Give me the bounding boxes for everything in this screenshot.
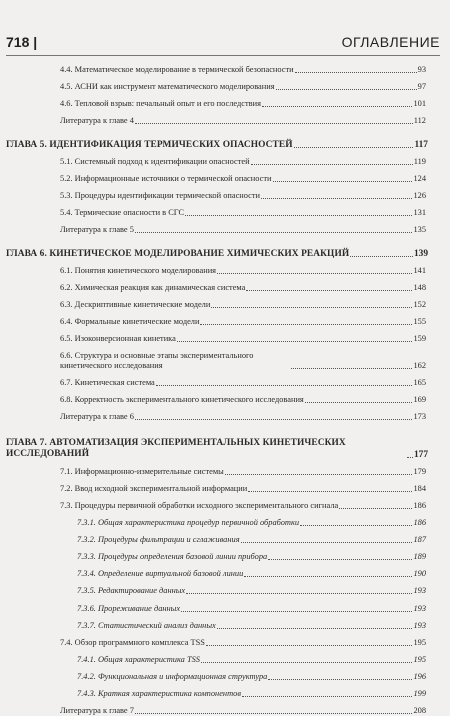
toc-leader-dots	[211, 307, 412, 308]
toc-entry-page: 193	[413, 620, 426, 630]
running-title: ОГЛАВЛЕНИЕ	[341, 34, 440, 50]
toc-leader-dots	[261, 198, 412, 199]
toc-entry	[0, 218, 450, 235]
toc-entry-page: 93	[417, 65, 426, 74]
toc-entry-title: 7.3.5. Редактирование данных	[77, 586, 186, 596]
toc-entry-title: 7.3.3. Процедуры определения базовой линии прибора	[77, 552, 268, 562]
toc-leader-dots	[201, 662, 412, 663]
toc-leader-dots	[177, 341, 413, 342]
toc-entry	[0, 528, 450, 545]
toc-entry	[0, 648, 450, 665]
toc-entry-title: 7.3.1. Общая характеристика процедур первичной обработки	[77, 518, 300, 528]
toc-entry-page: 126	[413, 191, 426, 200]
toc-entry-page: 199	[413, 688, 426, 698]
toc-entry-page: 152	[413, 300, 426, 309]
toc-leader-dots	[186, 593, 412, 594]
toc-entry-title: 7.3.2. Процедуры фильтрации и сглаживания	[77, 535, 240, 545]
toc-entry-page: 187	[413, 535, 426, 545]
toc-chapter-entry	[0, 130, 450, 150]
toc-entry-page: 159	[413, 334, 426, 343]
toc-entry-page: 186	[413, 518, 426, 528]
toc-entry	[0, 371, 450, 388]
toc-leader-dots	[206, 645, 413, 646]
toc-entry-title: 7.3.4. Определение виртуальной базовой линии	[77, 569, 244, 579]
toc-entry-page: 193	[413, 603, 426, 613]
toc-entry-title: 6.5. Изоконверсионная кинетика	[60, 334, 176, 343]
toc-entry-page: 101	[413, 99, 426, 108]
toc-leader-dots	[241, 542, 413, 543]
toc-entry-title: Литература к главе 6	[60, 412, 134, 421]
toc-leader-dots	[181, 611, 412, 612]
toc-entry-page: 193	[413, 586, 426, 596]
toc-entry-page: 135	[413, 225, 426, 234]
toc-entry	[0, 75, 450, 92]
toc-leader-dots	[273, 181, 413, 182]
toc-entry	[0, 276, 450, 293]
toc-entry	[0, 562, 450, 579]
toc-entry	[0, 310, 450, 327]
toc-leader-dots	[295, 72, 417, 73]
toc-entry-title: 7.3.6. Прореживание данных	[77, 603, 181, 613]
toc-entry	[0, 460, 450, 477]
toc-leader-dots	[294, 147, 414, 148]
toc-leader-dots	[246, 290, 412, 291]
toc-entry-page: 208	[413, 705, 426, 715]
page-header	[0, 34, 450, 54]
toc-entry-title: 4.6. Тепловой взрыв: печальный опыт и его последствия	[60, 99, 261, 108]
toc-entry-page: 173	[413, 412, 426, 421]
toc-entry	[0, 327, 450, 344]
toc-entry-page: 119	[413, 157, 426, 166]
toc-entry-title: 6.3. Дескриптивные кинетические модели	[60, 300, 211, 309]
toc-entry	[0, 494, 450, 511]
toc-entry-page: 196	[413, 671, 426, 681]
toc-leader-dots	[350, 256, 413, 257]
toc-leader-dots	[291, 368, 412, 369]
toc-entry-title: 5.4. Термические опасности в СГС	[60, 208, 185, 217]
toc-entry-title: 4.4. Математическое моделирование в термической безопасности	[60, 65, 294, 74]
toc-entry-page: 117	[414, 140, 428, 150]
toc-entry	[0, 388, 450, 405]
toc-leader-dots	[156, 385, 413, 386]
toc-leader-dots	[262, 106, 412, 107]
toc-leader-dots	[135, 232, 413, 233]
toc-entry-page: 179	[413, 467, 426, 476]
toc-entry	[0, 579, 450, 596]
toc-leader-dots	[268, 559, 412, 560]
toc-leader-dots	[217, 273, 412, 274]
toc-entry-title: 7.4.1. Общая характеристика TSS	[77, 654, 200, 664]
toc-entry-title: 7.4.3. Краткая характеристика компонентов	[77, 688, 241, 698]
toc-entry	[0, 545, 450, 562]
toc-entry-page: 124	[413, 174, 426, 183]
toc-entry-title: 6.6. Структура и основные этапы экспериментального кинетического исследования	[60, 351, 254, 370]
toc-leader-dots	[244, 576, 412, 577]
toc-entry-title: 7.2. Ввод исходной экспериментальной информации	[60, 484, 248, 493]
header-rule	[6, 55, 440, 56]
toc-chapter-entry	[0, 239, 450, 259]
toc-entry-page: 155	[413, 317, 426, 326]
toc-entry-page: 190	[413, 569, 426, 579]
toc-chapter-entry	[0, 426, 450, 460]
toc-leader-dots	[248, 491, 412, 492]
toc-entry-title: 6.8. Корректность экспериментального кинетического исследования	[60, 395, 304, 404]
toc-entry	[0, 631, 450, 648]
toc-entry-title: 5.2. Информационные источники о термической опасности	[60, 174, 272, 183]
toc-entry-title: 7.1. Информационно-измерительные системы	[60, 467, 224, 476]
toc-entry-title: 6.1. Понятия кинетического моделирования	[60, 266, 217, 275]
toc-entry	[0, 293, 450, 310]
toc-entry-page: 97	[417, 82, 426, 91]
toc-entry	[0, 699, 450, 716]
toc-entry-page: 131	[413, 208, 426, 217]
toc-entry-title: Литература к главе 5	[60, 225, 134, 234]
toc-entry	[0, 614, 450, 631]
toc-entry-page: 189	[413, 552, 426, 562]
toc-entry	[0, 109, 450, 126]
toc-entry	[0, 92, 450, 109]
toc-entry-page: 184	[413, 484, 426, 493]
toc-entry-title: 7.3.7. Статистический анализ данных	[77, 620, 216, 630]
toc-entry-page: 112	[413, 116, 426, 125]
toc-entry-page: 195	[413, 637, 426, 647]
toc-entry	[0, 184, 450, 201]
toc-entry-title: Литература к главе 4	[60, 116, 134, 125]
toc-entry	[0, 596, 450, 613]
toc-entry-title: 5.3. Процедуры идентификации термической опасности	[60, 191, 261, 200]
toc-leader-dots	[268, 679, 412, 680]
toc-entry-title: Литература к главе 7	[60, 705, 134, 715]
toc-entry	[0, 201, 450, 218]
toc-entry-title: 6.4. Формальные кинетические модели	[60, 317, 200, 326]
toc-leader-dots	[242, 696, 412, 697]
toc-leader-dots	[276, 89, 417, 90]
toc-leader-dots	[305, 402, 413, 403]
toc-leader-dots	[407, 457, 413, 458]
toc-leader-dots	[200, 324, 412, 325]
toc-entry	[0, 477, 450, 494]
toc-entry	[0, 665, 450, 682]
toc-entry-title: 7.4. Обзор программного комплекса TSS	[60, 637, 205, 647]
toc-leader-dots	[217, 628, 413, 629]
toc-entry-title: 6.2. Химическая реакция как динамическая система	[60, 283, 246, 292]
toc-entry-page: 148	[413, 283, 426, 292]
toc-entry	[0, 167, 450, 184]
toc-leader-dots	[225, 474, 413, 475]
toc-leader-dots	[135, 713, 413, 714]
toc-leader-dots	[251, 164, 413, 165]
page-number: 718 |	[6, 34, 38, 50]
toc-entry-title: 5.1. Системный подход к идентификации опасностей	[60, 157, 250, 166]
toc-entry	[0, 344, 450, 371]
toc-entry-title: 7.3. Процедуры первичной обработки исходного экспериментального сигнала	[60, 501, 339, 510]
toc-entry	[0, 259, 450, 276]
toc-leader-dots	[135, 123, 413, 124]
toc-leader-dots	[339, 508, 412, 509]
toc-entry	[0, 405, 450, 422]
toc-entry-page: 141	[413, 266, 426, 275]
toc-entry-page: 177	[413, 450, 428, 460]
table-of-contents	[0, 58, 450, 716]
toc-entry-title: ГЛАВА 7. АВТОМАТИЗАЦИЯ ЭКСПЕРИМЕНТАЛЬНЫХ КИНЕТИЧЕСКИХ ИССЛЕДОВАНИЙ	[6, 438, 346, 459]
toc-entry	[0, 58, 450, 75]
toc-entry-page: 186	[413, 501, 426, 510]
toc-entry	[0, 682, 450, 699]
toc-entry-page: 139	[413, 249, 428, 259]
toc-entry-page: 162	[413, 361, 426, 370]
toc-entry	[0, 150, 450, 167]
toc-leader-dots	[300, 525, 412, 526]
toc-entry-title: ГЛАВА 5. ИДЕНТИФИКАЦИЯ ТЕРМИЧЕСКИХ ОПАСНОСТЕЙ	[6, 140, 293, 150]
toc-leader-dots	[135, 419, 413, 420]
toc-entry	[0, 511, 450, 528]
toc-entry-page: 169	[413, 395, 426, 404]
toc-entry-page: 195	[413, 654, 426, 664]
toc-entry-title: 4.5. АСНИ как инструмент математического моделирования	[60, 82, 275, 91]
toc-entry-title: 7.4.2. Функциональная и информационная структура	[77, 671, 268, 681]
toc-entry-page: 165	[413, 378, 426, 387]
toc-leader-dots	[185, 215, 412, 216]
toc-entry-title: 6.7. Кинетическая система	[60, 378, 155, 387]
toc-entry-title: ГЛАВА 6. КИНЕТИЧЕСКОЕ МОДЕЛИРОВАНИЕ ХИМИЧЕСКИХ РЕАКЦИЙ	[6, 249, 350, 259]
